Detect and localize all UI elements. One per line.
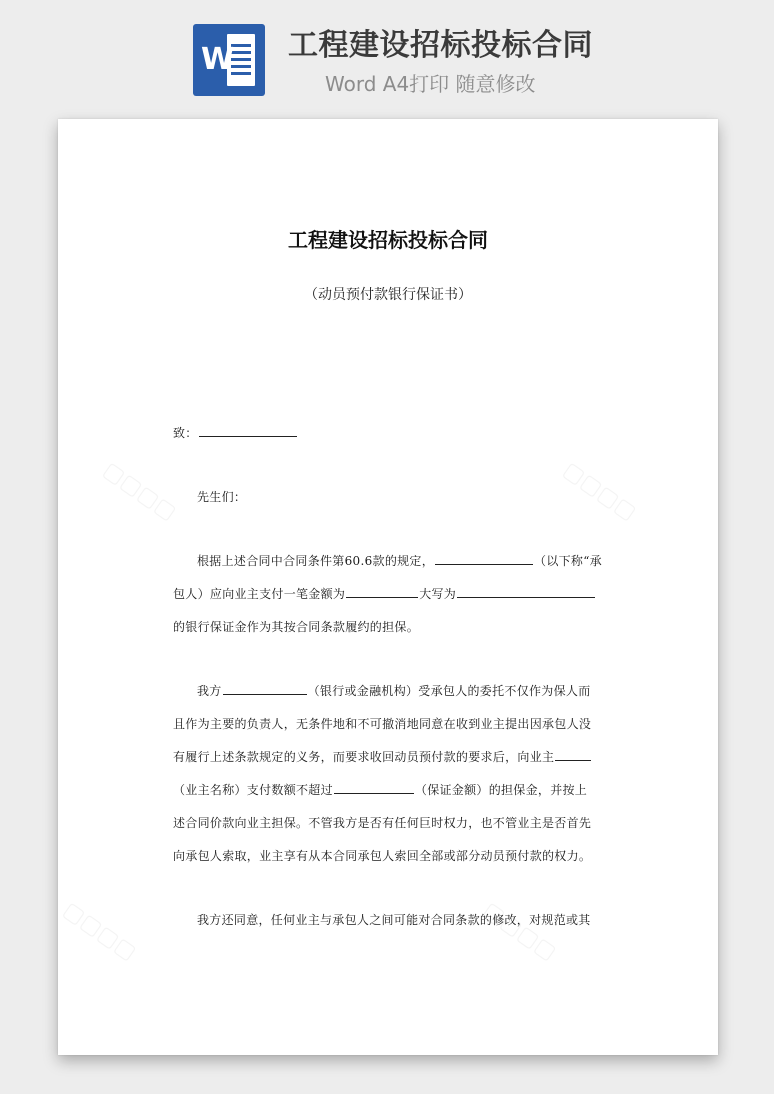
watermark-decoration [58, 897, 140, 965]
paragraph-1-line-3: 的银行保证金作为其按合同条款履约的担保。 [173, 620, 420, 634]
paragraph-2-line-5: 述合同价款向业主担保。不管我方是否有任何巨时权力，也不管业主是否首先 [173, 816, 592, 830]
paragraph-text: 大写为 [419, 587, 457, 601]
paragraph-3-line-1: 我方还同意，任何业主与承包人之间可能对合同条款的修改，对规范或其 [197, 913, 591, 927]
contractor-blank[interactable] [435, 552, 533, 565]
header-banner [0, 0, 774, 118]
document-title: 工程建设招标投标合同 [288, 228, 488, 252]
addressee-label: 致： [173, 426, 198, 440]
banner-title: 工程建设招标投标合同 [288, 28, 593, 63]
owner-blank[interactable] [555, 748, 591, 761]
paragraph-1-line-1 [197, 551, 603, 571]
paragraph-text: （保证金额）的担保金，并按上 [414, 783, 588, 797]
addressee-blank[interactable] [199, 424, 297, 437]
document-subtitle: （动员预付款银行保证书） [304, 287, 472, 303]
paragraph-text: （以下称“承 [534, 554, 602, 568]
paragraph-text: 有履行上述条款规定的义务，而要求收回动员预付款的要求后，向业主 [173, 750, 555, 764]
word-icon [193, 24, 265, 96]
paragraph-2-line-3 [173, 747, 603, 767]
banner-subtitle: Word A4打印 随意修改 [325, 72, 536, 96]
bank-name-blank[interactable] [223, 682, 307, 695]
watermark-decoration [98, 457, 180, 525]
word-icon-letter: W [201, 42, 235, 77]
guarantee-amount-blank[interactable] [334, 781, 414, 794]
addressee-line [173, 423, 603, 443]
paragraph-text: 包人）应向业主支付一笔金额为 [173, 587, 346, 601]
paragraph-1-line-2 [173, 584, 603, 604]
paragraph-2-line-2: 且作为主要的负责人，无条件地和不可撤消地同意在收到业主提出因承包人没 [173, 717, 592, 731]
amount-blank[interactable] [346, 585, 418, 598]
amount-in-words-blank[interactable] [457, 585, 595, 598]
watermark-decoration [478, 897, 560, 965]
paragraph-2-line-1 [197, 681, 603, 701]
paragraph-text: （业主名称）支付数额不超过 [173, 783, 333, 797]
paragraph-2-line-4 [173, 780, 603, 800]
salutation: 先生们： [197, 490, 247, 504]
paragraph-2-line-6: 向承包人索取，业主享有从本合同承包人索回全部或部分动员预付款的权力。 [173, 849, 592, 863]
document-page [58, 119, 718, 1055]
paragraph-text: 我方 [197, 684, 222, 698]
paragraph-text: （银行或金融机构）受承包人的委托不仅作为保人而 [307, 684, 591, 698]
paragraph-text: 根据上述合同中合同条件第60.6款的规定， [197, 554, 435, 568]
